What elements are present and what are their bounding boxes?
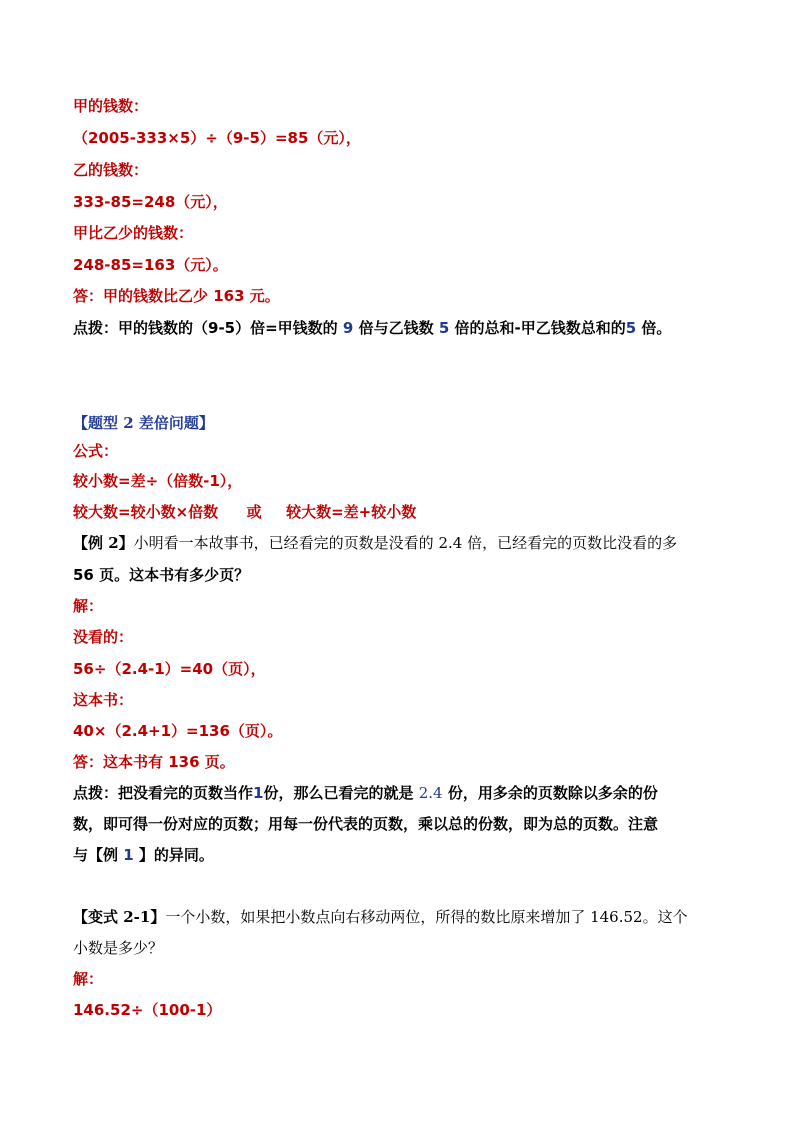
tip-text: 份，那么已看完的就是: [263, 784, 414, 802]
sol-line-1: 甲的钱数：: [73, 97, 149, 115]
tip-text: 甲的钱数的（9-5）倍=甲钱数的: [118, 319, 338, 337]
tip-text: 与【例: [73, 846, 119, 864]
formula-1: 较小数=差÷（倍数-1），: [73, 472, 243, 490]
tip-number: 1: [253, 784, 264, 802]
tip-number: 5: [438, 319, 450, 337]
sol-line-6: 248-85=163（元）。: [73, 256, 228, 274]
tip-line: [73, 318, 671, 338]
tip-text: 份，用多余的页数除以多余的份: [447, 784, 658, 802]
tip-text: 倍。: [641, 319, 672, 337]
formula-2-part-a: 较大数=较小数×倍数: [73, 503, 219, 521]
formula-2-or: 或: [246, 503, 262, 521]
example-2-tip-line-2: 数，即可得一份对应的页数；用每一份代表的页数，乘以总的份数，即为总的页数。注意: [73, 815, 659, 833]
step-1-formula: 56÷（2.4-1）=40（页），: [73, 660, 266, 678]
variant-step-1-formula: 146.52÷（100-1）: [73, 1001, 222, 1019]
tip-number: 1: [123, 846, 134, 864]
tip-text: 倍的总和-甲乙钱数总和的: [454, 319, 626, 337]
tip-text: 把没看完的页数当作: [118, 784, 254, 802]
section-heading: 【题型 2 差倍问题】: [73, 414, 214, 432]
example-2-question-text: 小明看一本故事书，已经看完的页数是没看的 2.4 倍，已经看完的页数比没看的多: [133, 534, 678, 552]
tip-text: 倍与乙钱数: [358, 319, 434, 337]
formula-2: [73, 502, 416, 522]
solution-label: 解：: [73, 597, 104, 615]
step-2-formula: 40×（2.4+1）=136（页）。: [73, 722, 283, 740]
sol-line-3: 乙的钱数：: [73, 161, 149, 179]
example-2-tag: 【例 2】: [73, 534, 134, 552]
tip-text: 】的异同。: [138, 846, 214, 864]
sol-line-4: 333-85=248（元），: [73, 193, 228, 211]
tip-label: 点拨：: [73, 319, 119, 337]
step-2-label: 这本书：: [73, 691, 134, 709]
example-2-question-line-2: 56 页。这本书有多少页？: [73, 566, 250, 584]
example-2-tip-line-3: [73, 845, 214, 865]
example-2-question-line-1: [73, 533, 677, 553]
tip-number: 9: [342, 319, 354, 337]
tip-label: 点拨：: [73, 784, 119, 802]
variant-2-1-question-text: 一个小数，如果把小数点向右移动两位，所得的数比原来增加了 146.52。这个: [165, 908, 688, 926]
sol-line-5: 甲比乙少的钱数：: [73, 224, 194, 242]
sol-line-2: （2005-333×5）÷（9-5）=85（元），: [73, 129, 361, 147]
step-1-label: 没看的：: [73, 628, 134, 646]
variant-2-1-question-line-1: [73, 907, 688, 927]
variant-solution-label: 解：: [73, 970, 104, 988]
formula-2-part-c: 较大数=差+较小数: [286, 503, 417, 521]
example-2-answer: 答：这本书有 136 页。: [73, 753, 235, 771]
example-2-tip-line-1: [73, 783, 658, 803]
variant-2-1-tag: 【变式 2-1】: [73, 908, 166, 926]
tip-number: 2.4: [418, 784, 443, 802]
answer-line: 答：甲的钱数比乙少 163 元。: [73, 287, 280, 305]
variant-2-1-question-line-2: 小数是多少？: [73, 939, 164, 957]
tip-number: 5: [625, 319, 637, 337]
formula-label: 公式：: [73, 442, 119, 460]
